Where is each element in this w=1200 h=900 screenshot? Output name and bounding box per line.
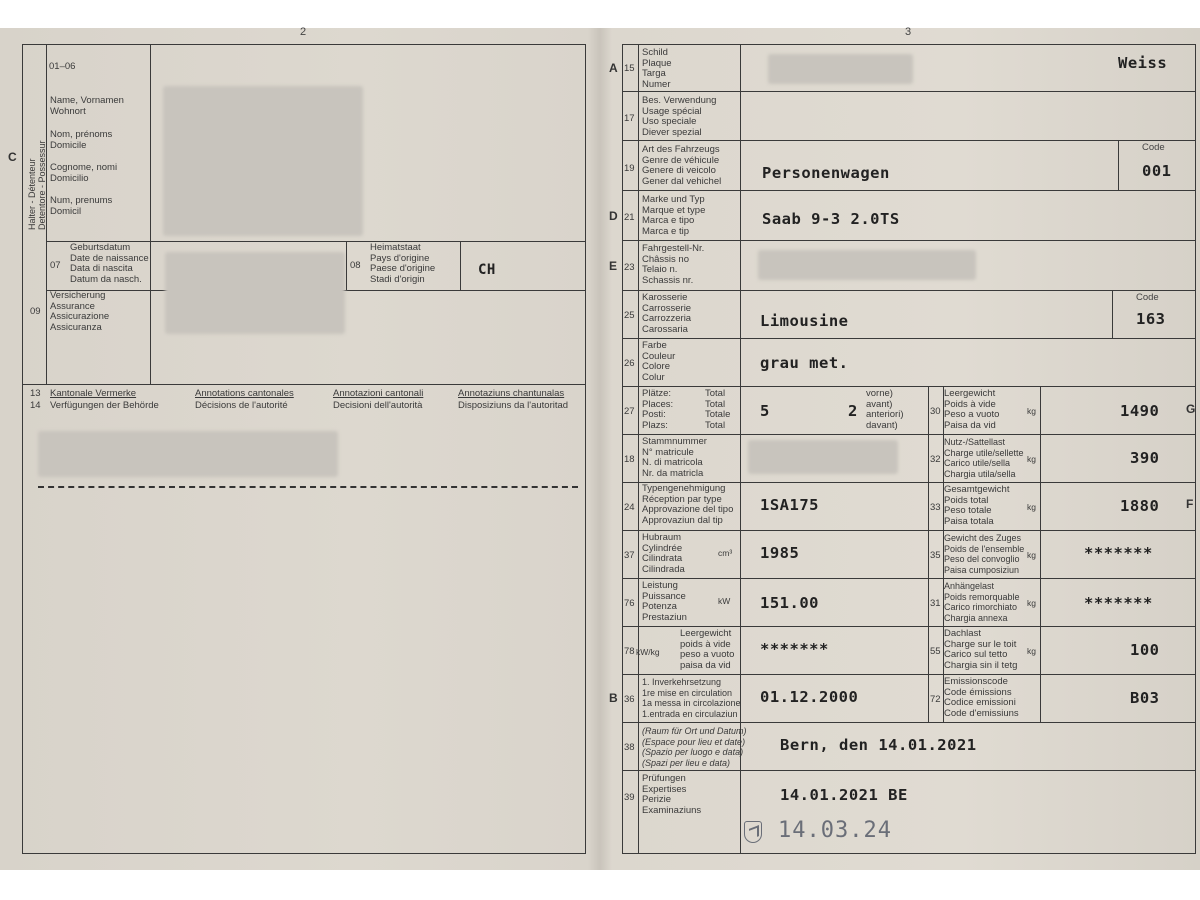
row-21-number: 21: [624, 212, 635, 223]
row-32-label: Nutz-/Sattellast Charge utile/sellette Carico utile/sella Chargia utila/sella: [944, 437, 1024, 479]
row-78-unit: kW/kg: [636, 647, 660, 657]
left-page-number: 2: [300, 26, 307, 38]
remarks-header-rm: Annotaziuns chantunalas: [458, 388, 565, 399]
payload-value: 390: [1130, 449, 1160, 467]
row-32-unit: kg: [1027, 454, 1036, 464]
redacted-chassis-number: [758, 250, 976, 280]
row-39-number: 39: [624, 792, 635, 803]
plate-color-value: Weiss: [1118, 54, 1168, 72]
row-37-unit: cm³: [718, 548, 733, 558]
vehicle-kind-code-label: Code: [1142, 142, 1165, 153]
redacted-remarks: [38, 431, 338, 477]
row-25-label: Karosserie Carrosserie Carrozzeria Carossaria: [642, 292, 692, 335]
origin-value: CH: [478, 262, 496, 278]
side-letter-f: F: [1186, 497, 1194, 511]
row-23-label: Fahrgestell-Nr. Châssis no Telaio n. Schassis nr.: [642, 243, 705, 286]
power-weight-ratio-value: *******: [760, 640, 829, 658]
row-55-unit: kg: [1027, 646, 1036, 656]
row-31-label: Anhängelast Poids remorquable Carico rimorchiato Chargia annexa: [944, 581, 1020, 623]
row-25-number: 25: [624, 310, 635, 321]
type-approval-value: 1SA175: [760, 496, 819, 514]
row-26-number: 26: [624, 358, 635, 369]
right-page-number: 3: [905, 26, 912, 38]
trailer-load-value: *******: [1084, 594, 1153, 612]
row-30-unit: kg: [1027, 406, 1036, 416]
row-35-unit: kg: [1027, 550, 1036, 560]
row-17-number: 17: [624, 113, 635, 124]
row-30-label: Leergewicht Poids à vide Peso a vuoto Paisa da vid: [944, 388, 1000, 431]
row-24-label: Typengenehmigung Réception par type Approvazione del tipo Approvaziun dal tip: [642, 483, 734, 526]
row-letter-b: B: [609, 691, 618, 705]
row-76-label: Leistung Puissance Potenza Prestaziun: [642, 580, 687, 623]
holder-cognome-label: Cognome, nomi Domicilio: [50, 162, 118, 184]
make-type-value: Saab 9-3 2.0TS: [762, 210, 900, 228]
row-15-label: Schild Plaque Targa Numer: [642, 47, 672, 90]
row-19-number: 19: [624, 163, 635, 174]
row-33-number: 33: [930, 502, 941, 513]
place-date-value: Bern, den 14.01.2021: [780, 736, 977, 754]
remarks-header-de2: Verfügungen der Behörde: [50, 400, 159, 411]
row-letter-d: D: [609, 209, 618, 223]
document-sheet: [0, 28, 1200, 870]
row-21-label: Marke und Typ Marque et type Marca e tipo Marca e tip: [642, 194, 706, 237]
row-76-number: 76: [624, 598, 635, 609]
row-37-label: Hubraum Cylindrée Cilindrata Cilindrada: [642, 532, 685, 575]
seats-front-value: 2: [848, 402, 858, 420]
row-19-label: Art des Fahrzeugs Genre de véhicule Genere di veicolo Gener dal vehichel: [642, 144, 722, 187]
holder-vertical-label: Halter - Détenteur Detentore - Possessur: [27, 140, 47, 230]
row-31-number: 31: [930, 598, 941, 609]
bern-seal-icon: [744, 821, 762, 843]
row-35-label: Gewicht des Zuges Poids de l'ensemble Peso del convoglio Paisa cumposiziun: [944, 533, 1025, 575]
redacted-holder-name: [163, 86, 363, 236]
row-55-label: Dachlast Charge sur le toit Carico sul tetto Chargia sin il tetg: [944, 628, 1018, 671]
row-30-number: 30: [930, 406, 941, 417]
birth-number: 07: [50, 260, 61, 271]
body-type-value: Limousine: [760, 312, 849, 330]
birth-label: Geburtsdatum Date de naissance Data di nascita Datum da nasch.: [70, 242, 149, 285]
remarks-header-it2: Decisioni dell'autorità: [333, 400, 423, 411]
remarks-header-de: Kantonale Vermerke: [50, 388, 137, 399]
row-32-number: 32: [930, 454, 941, 465]
empty-weight-value: 1490: [1120, 402, 1160, 420]
row-38-label: (Raum für Ort und Datum) (Espace pour lieu et date) (Spazio per luogo e data) (Spazi per lieu e data): [642, 726, 747, 768]
color-value: grau met.: [760, 354, 849, 372]
row-18-label: Stammnummer N° matricule N. di matricola Nr. da matricla: [642, 436, 707, 479]
row-33-unit: kg: [1027, 502, 1036, 512]
row-39-label: Prüfungen Expertises Perizie Examinaziuns: [642, 773, 702, 816]
train-weight-value: *******: [1084, 544, 1153, 562]
seats-total-value: 5: [760, 402, 770, 420]
row-31-unit: kg: [1027, 598, 1036, 608]
holder-code: 01–06: [49, 61, 76, 72]
remarks-dashed-line: [38, 486, 578, 488]
body-type-code-label: Code: [1136, 292, 1159, 303]
row-78-label: Leergewicht poids à vide peso a vuoto paisa da vid: [680, 628, 735, 671]
row-24-number: 24: [624, 502, 635, 513]
first-registration-value: 01.12.2000: [760, 688, 859, 706]
row-55-number: 55: [930, 646, 941, 657]
row-27-total-label: Total Total Totale Total: [705, 388, 731, 431]
row-23-number: 23: [624, 262, 635, 273]
row-27-label: Plätze: Places: Posti: Plazs:: [642, 388, 674, 431]
body-type-code-value: 163: [1136, 310, 1166, 328]
row-37-number: 37: [624, 550, 635, 561]
seats-front-label: vorne) avant) anteriori) davant): [866, 388, 904, 431]
origin-number: 08: [350, 260, 361, 271]
section-letter-c: C: [8, 150, 17, 164]
inspection-stamp: 14.03.24: [778, 818, 892, 843]
side-letter-g: G: [1186, 402, 1196, 416]
redacted-plate: [768, 54, 913, 84]
displacement-value: 1985: [760, 544, 800, 562]
remarks-header-it: Annotazioni cantonali: [333, 388, 424, 399]
row-17-label: Bes. Verwendung Usage spécial Uso speciale Diever spezial: [642, 95, 717, 138]
roof-load-value: 100: [1130, 641, 1160, 659]
row-78-number: 78: [624, 646, 635, 657]
redacted-birth-date: [165, 252, 345, 334]
row-26-label: Farbe Couleur Colore Colur: [642, 340, 676, 383]
redacted-master-number: [748, 440, 898, 474]
holder-num-label: Num, prenums Domicil: [50, 195, 113, 217]
remarks-header-rm2: Disposiziuns da l'autoritad: [458, 400, 569, 411]
remarks-header-fr: Annotations cantonales: [195, 388, 294, 399]
holder-nom-label: Nom, prénoms Domicile: [50, 129, 113, 151]
remarks-number-14: 14: [30, 400, 41, 411]
inspection-value: 14.01.2021 BE: [780, 786, 908, 804]
insurance-number: 09: [30, 306, 41, 317]
row-38-number: 38: [624, 742, 635, 753]
vehicle-kind-value: Personenwagen: [762, 164, 890, 182]
remarks-number-13: 13: [30, 388, 41, 399]
row-36-number: 36: [624, 694, 635, 705]
row-76-unit: kW: [718, 596, 731, 606]
total-weight-value: 1880: [1120, 497, 1160, 515]
vehicle-kind-code-value: 001: [1142, 162, 1172, 180]
row-15-number: 15: [624, 63, 635, 74]
remarks-header-fr2: Décisions de l'autorité: [195, 400, 288, 411]
power-value: 151.00: [760, 594, 819, 612]
row-33-label: Gesamtgewicht Poids total Peso totale Paisa totala: [944, 484, 1010, 527]
origin-label: Heimatstaat Pays d'origine Paese d'origine Stadi d'origin: [370, 242, 436, 285]
row-letter-e: E: [609, 259, 618, 273]
holder-name-label: Name, Vornamen Wohnort: [50, 95, 124, 117]
emission-code-value: B03: [1130, 689, 1160, 707]
row-72-label: Emissionscode Code émissions Codice emissioni Code d'emissiuns: [944, 676, 1019, 719]
insurance-label: Versicherung Assurance Assicurazione Assicuranza: [50, 290, 110, 333]
row-36-label: 1. Inverkehrsetzung 1re mise en circulation 1a messa in circolazione 1.entrada en circulaziun: [642, 677, 741, 719]
row-35-number: 35: [930, 550, 941, 561]
row-27-number: 27: [624, 406, 635, 417]
row-18-number: 18: [624, 454, 635, 465]
row-72-number: 72: [930, 694, 941, 705]
row-letter-a: A: [609, 61, 618, 75]
